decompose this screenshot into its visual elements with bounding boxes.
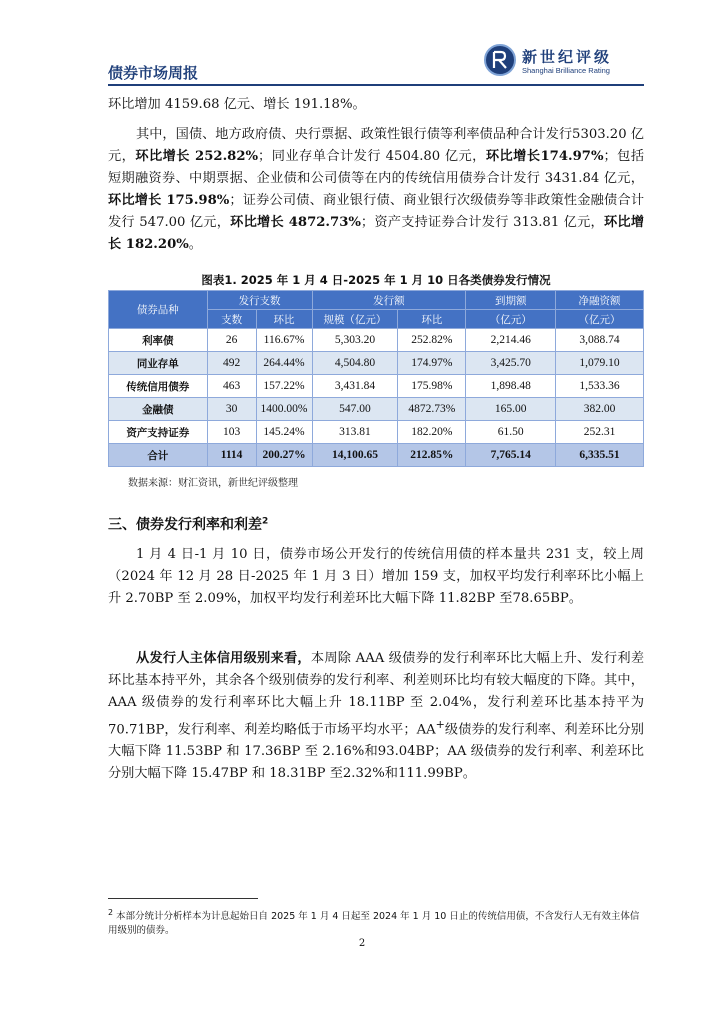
col-scale: 规模（亿元） (312, 310, 398, 329)
col-maturity: 到期额 (466, 291, 556, 310)
growth-credit-bond: 环比增长 175.98% (108, 193, 230, 208)
col-net-financing: 净融资额 (556, 291, 644, 310)
col-count: 支数 (207, 310, 256, 329)
table-row: 利率债 26 116.67% 5,303.20 252.82% 2,214.46 3,088.74 (109, 329, 644, 352)
paragraph-rating-analysis: 从发行人主体信用级别来看，本周除 AAA 级债券的发行利率环比大幅上升、发行利差环比基本持平外，其余各个级别债券的发行利率、利差则环比均有较大幅度的下降。其中，AAA 级债券的发行利率环比大幅上升 18.11BP 至 2.04%，发行利差环比基本持平为 70.71BP，发行利率、利差均略低于市场平均水平；AA+级债券的发行利率、利差环比分别大幅下降 11.53BP 和 17.36BP 至 2.16%和93.04BP；AA 级债券的发行利率、利差环比分别大幅下降 15.47BP 和 18.31BP 至2.32%和111.99BP。 (108, 651, 645, 782)
table-row: 资产支持证券 103 145.24% 313.81 182.20% 61.50 252.31 (109, 421, 644, 444)
table-source-note: 数据来源：财汇资讯，新世纪评级整理 (128, 478, 298, 489)
col-issue-amount: 发行额 (312, 291, 466, 310)
page-number: 2 (358, 938, 366, 949)
table-row: 金融债 30 1400.00% 547.00 4872.73% 165.00 382.00 (109, 398, 644, 421)
col-count-qoq: 环比 (256, 310, 312, 329)
growth-ncd: 环比增长174.97% (485, 149, 604, 164)
col-amount-qoq: 环比 (398, 310, 466, 329)
paragraph-lead: 从发行人主体信用级别来看， (136, 651, 311, 666)
footnote-ref: 2 (262, 516, 269, 527)
bond-issuance-table (108, 290, 644, 467)
col-net-unit: （亿元） (556, 310, 644, 329)
table-row: 同业存单 492 264.44% 4,504.80 174.97% 3,425.70 1,079.10 (109, 352, 644, 375)
logo-mark-icon (486, 46, 514, 74)
col-variety: 债券品种 (109, 291, 208, 329)
col-maturity-unit: （亿元） (466, 310, 556, 329)
header-divider (108, 84, 644, 86)
growth-financial-bond: 环比增长 4872.73% (230, 215, 361, 230)
paragraph-continuation: 环比增加 4159.68 亿元、增长 191.18%。 (108, 97, 366, 112)
logo-english-name: Shanghai Brilliance Rating (522, 66, 610, 75)
growth-abs: 环比增长 182.20% (108, 215, 645, 252)
footnote-divider (108, 898, 258, 899)
report-title: 债券市场周报 (108, 64, 199, 82)
logo-emblem-icon (484, 44, 516, 76)
table-total-row: 合计 1114 200.27% 14,100.65 212.85% 7,765.14 6,335.51 (109, 444, 644, 467)
footnote: $^2$ 本部分统计分析样本为计息起始日自 2025 年 1 月 4 日起至 2024 年 1 月 10 日止的传统信用债，不含发行人无有效主体信用级别的债券。 (108, 908, 640, 937)
growth-rate-bond: 环比增长 252.82% (135, 149, 259, 164)
col-issue-count: 发行支数 (207, 291, 312, 310)
paragraph-rates-overview: 1 月 4 日-1 月 10 日，债券市场公开发行的传统信用债的样本量共 231 支，较上周（2024 年 12 月 28 日-2025 年 1 月 3 日）增加 159 支，加权平均发行利率环比小幅上升 2.70BP 至 2.09%，加权平均发行利差环比大幅下降 11.82BP 至78.65BP。 (108, 547, 644, 606)
table-row: 传统信用债券 463 157.22% 3,431.84 175.98% 1,898.48 1,533.36 (109, 375, 644, 398)
paragraph-issuance-breakdown: 其中，国债、地方政府债、央行票据、政策性银行债等利率债品种合计发行5303.20 亿元，环比增长 252.82%；同业存单合计发行 4504.80 亿元，环比增长174.97%；包括短期融资券、中期票据、企业债和公司债等在内的传统信用债券合计发行 3431.84 亿元，环比增长 175.98%；证券公司债、商业银行债、商业银行次级债券等非政策性金融债合计发行 547.00 亿元，环比增长 4872.73%；资产支持证券合计发行 313.81 亿元，环比增长 182.20%。 (108, 127, 645, 252)
section-heading: 三、债券发行利率和利差$^2$ (108, 516, 269, 533)
logo-chinese-name: 新世纪评级 (522, 48, 613, 66)
table-caption: 图表1. 2025 年 1 月 4 日-2025 年 1 月 10 日各类债券发行情况 (201, 273, 551, 287)
brand-logo (484, 44, 644, 80)
